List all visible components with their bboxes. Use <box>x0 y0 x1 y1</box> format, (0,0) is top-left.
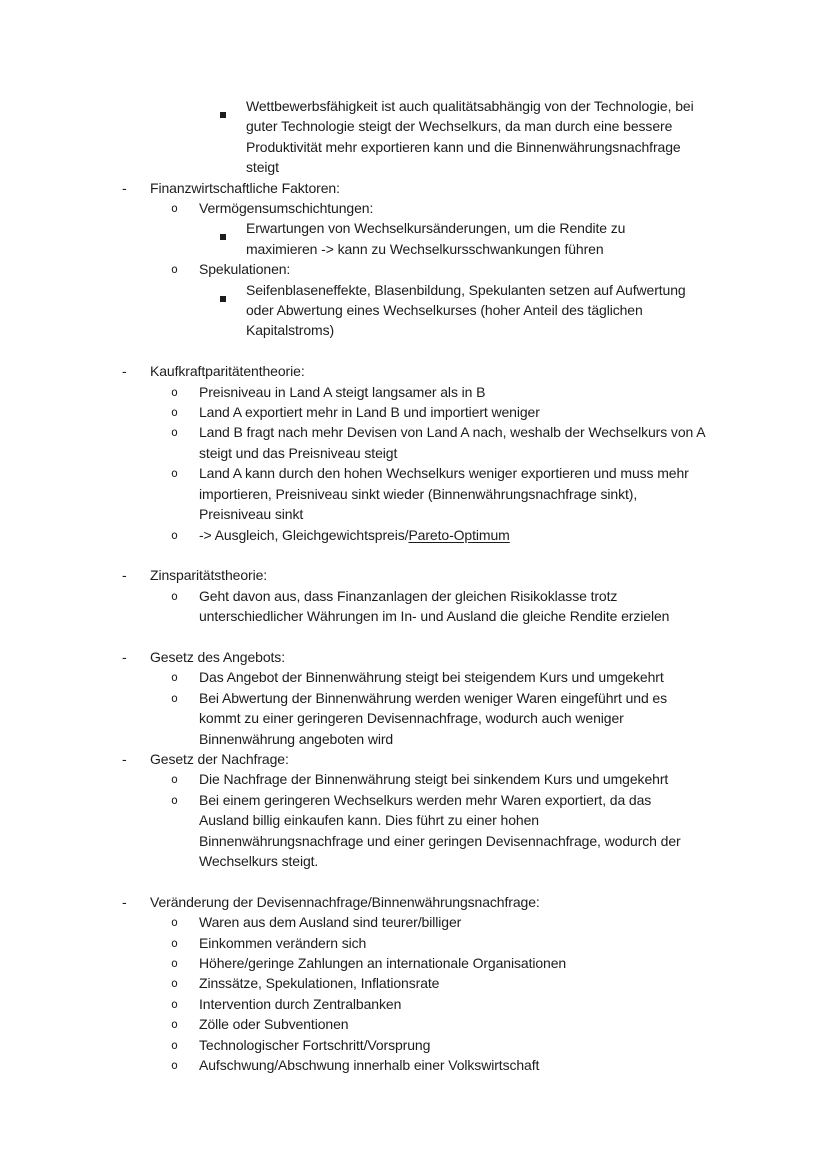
list-item <box>0 96 828 178</box>
list-item-text: Kaufkraftparitätentheorie: <box>150 363 305 380</box>
list-item <box>0 525 828 545</box>
list-item <box>0 565 828 585</box>
list-item <box>0 953 828 973</box>
list-item-text: Land A exportiert mehr in Land B und importiert weniger <box>199 404 540 421</box>
circle-bullet-icon: o <box>171 996 178 1011</box>
circle-bullet-icon: o <box>171 405 178 420</box>
dash-bullet-icon: - <box>122 893 127 910</box>
list-item-text: Zölle oder Subventionen <box>199 1016 349 1033</box>
list-item-text: Land B fragt nach mehr Devisen von Land A nach, weshalb der Wechselkurs von A steigt und das Preisniveau steigt <box>199 424 706 461</box>
list-item-text: Bei Abwertung der Binnenwährung werden weniger Waren eingeführt und es kommt zu einer geringeren Devisennachfrage, wodurch auch weniger Binnenwährung angeboten wird <box>199 689 668 747</box>
list-item <box>0 749 828 769</box>
list-item-text: Intervention durch Zentralbanken <box>199 995 402 1012</box>
list-item <box>0 280 828 341</box>
list-item-text: Seifenblaseneffekte, Blasenbildung, Spekulanten setzen auf Aufwertung oder Abwertung eines Wechselkurses (hoher Anteil des täglichen Kapitalstroms) <box>246 281 686 339</box>
circle-bullet-icon: o <box>171 527 178 542</box>
list-item-text: Das Angebot der Binnenwährung steigt bei steigendem Kurs und umgekehrt <box>199 669 664 686</box>
list-item-text: Vermögensumschichtungen: <box>199 200 374 217</box>
blank-line <box>0 871 828 891</box>
list-item-text: Land A kann durch den hohen Wechselkurs weniger exportieren und muss mehr importieren, Preisniveau sinkt wieder (Binnenwährungsnachfrage sinkt), Preisniveau sinkt <box>199 465 689 523</box>
list-item <box>0 892 828 912</box>
list-item-text: Zinsparitätstheorie: <box>150 567 268 584</box>
circle-bullet-icon: o <box>171 466 178 481</box>
square-bullet-icon <box>220 287 226 307</box>
list-item <box>0 647 828 667</box>
list-item-text: Bei einem geringeren Wechselkurs werden mehr Waren exportiert, da das Ausland billig einkaufen kann. Dies führt zu einer hohen Binnenwährungsnachfrage und einer geringen Devisennachfrage, wodurch der Wechselkurs steigt. <box>199 791 681 869</box>
list-item-text: Gesetz des Angebots: <box>150 648 285 665</box>
circle-bullet-icon: o <box>171 690 178 705</box>
list-item-text: Gesetz der Nachfrage: <box>150 750 289 767</box>
list-item <box>0 1014 828 1034</box>
list-item-text: -> Ausgleich, Gleichgewichtspreis/Pareto-Optimum <box>199 526 510 543</box>
list-item <box>0 688 828 749</box>
circle-bullet-icon: o <box>171 425 178 440</box>
list-item <box>0 402 828 422</box>
circle-bullet-icon: o <box>171 1037 178 1052</box>
list-item-text: Aufschwung/Abschwung innerhalb einer Volkswirtschaft <box>199 1057 540 1074</box>
bullet-list <box>0 96 828 1075</box>
list-item-text: Spekulationen: <box>199 261 291 278</box>
list-item-text: Erwartungen von Wechselkursänderungen, um die Rendite zu maximieren -> kann zu Wechselkursschwankungen führen <box>246 220 626 257</box>
circle-bullet-icon: o <box>171 201 178 216</box>
circle-bullet-icon: o <box>171 935 178 950</box>
list-item <box>0 790 828 872</box>
list-item-text: Wettbewerbsfähigkeit ist auch qualitätsabhängig von der Technologie, bei guter Technologie steigt der Wechselkurs, da man durch eine bessere Produktivität mehr exportieren kann und die Binnenwährungsnachfrage steigt <box>246 98 694 176</box>
blank-line <box>0 627 828 647</box>
list-item <box>0 198 828 218</box>
list-item <box>0 463 828 524</box>
list-item <box>0 259 828 279</box>
circle-bullet-icon: o <box>171 588 178 603</box>
circle-bullet-icon: o <box>171 915 178 930</box>
list-item <box>0 769 828 789</box>
list-item-text: Preisniveau in Land A steigt langsamer als in B <box>199 383 486 400</box>
list-item <box>0 667 828 687</box>
blank-line <box>0 341 828 361</box>
circle-bullet-icon: o <box>171 792 178 807</box>
list-item <box>0 912 828 932</box>
list-item <box>0 973 828 993</box>
list-item-text: Zinssätze, Spekulationen, Inflationsrate <box>199 975 440 992</box>
circle-bullet-icon: o <box>171 262 178 277</box>
list-item-text: Finanzwirtschaftliche Faktoren: <box>150 179 340 196</box>
circle-bullet-icon: o <box>171 1017 178 1032</box>
list-item <box>0 994 828 1014</box>
list-item-text: Die Nachfrage der Binnenwährung steigt bei sinkendem Kurs und umgekehrt <box>199 771 669 788</box>
circle-bullet-icon: o <box>171 976 178 991</box>
dash-bullet-icon: - <box>122 648 127 665</box>
list-item-text: Höhere/geringe Zahlungen an internationale Organisationen <box>199 955 567 971</box>
list-item <box>0 178 828 198</box>
dash-bullet-icon: - <box>122 179 127 196</box>
dash-bullet-icon: - <box>122 750 127 767</box>
list-item-text: Technologischer Fortschritt/Vorsprung <box>199 1036 431 1053</box>
list-item <box>0 1035 828 1055</box>
dash-bullet-icon: - <box>122 363 127 380</box>
list-item <box>0 933 828 953</box>
list-item-text: Geht davon aus, dass Finanzanlagen der gleichen Risikoklasse trotz unterschiedlicher Währungen im In- und Ausland die gleiche Rendite erzielen <box>199 587 670 625</box>
dash-bullet-icon: - <box>122 567 127 584</box>
list-item-text: Waren aus dem Ausland sind teurer/billiger <box>199 914 462 931</box>
circle-bullet-icon: o <box>171 956 178 970</box>
square-bullet-icon <box>220 103 226 123</box>
list-item-text: Einkommen verändern sich <box>199 934 367 951</box>
circle-bullet-icon: o <box>171 670 178 685</box>
square-bullet-icon <box>220 225 226 245</box>
list-item <box>0 218 828 259</box>
list-item <box>0 422 828 463</box>
list-item <box>0 361 828 381</box>
circle-bullet-icon: o <box>171 384 178 399</box>
list-item <box>0 382 828 402</box>
circle-bullet-icon: o <box>171 772 178 787</box>
list-item <box>0 586 828 627</box>
list-item-text: Veränderung der Devisennachfrage/Binnenwährungsnachfrage: <box>150 893 540 910</box>
underlined-text: Pareto-Optimum <box>408 526 510 543</box>
list-item <box>0 1055 828 1075</box>
blank-line <box>0 545 828 565</box>
circle-bullet-icon: o <box>171 1058 178 1073</box>
